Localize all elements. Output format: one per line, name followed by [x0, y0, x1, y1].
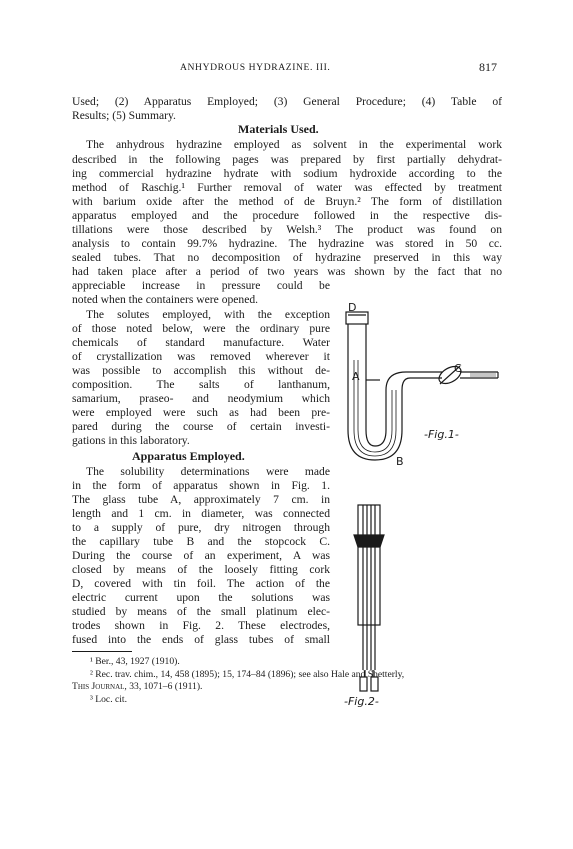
- text-line: samarium, praseo- and neodymium which: [72, 392, 330, 405]
- text-line: During the course of an experiment, A was: [72, 549, 330, 562]
- text-line: appreciable increase in pressure could be: [72, 279, 330, 292]
- text-line: of crystallization was removed wherever it: [72, 350, 330, 363]
- text-line: was possible to accomplish this without de-: [72, 364, 330, 377]
- text-line: the capillary tube B and the stopcock C.: [72, 535, 330, 548]
- text-line: trodes shown in Fig. 2. These electrodes,: [72, 619, 330, 632]
- footnote-2: ² Rec. trav. chim., 14, 458 (1895); 15, 174–84 (1896); see also Hale and Shetterly,: [90, 669, 405, 680]
- text-line: Results; (5) Summary.: [72, 109, 176, 122]
- text-line: studied by means of the small platinum elec-: [72, 605, 330, 618]
- footnote-1: ¹ Ber., 43, 1927 (1910).: [90, 656, 180, 667]
- figure-1-caption: -Fig.1-: [424, 428, 459, 441]
- figure-1-label-b: B: [396, 455, 404, 468]
- section-heading-materials: Materials Used.: [238, 122, 319, 136]
- footnote-2-cont: This Journal, 33, 1071–6 (1911).: [72, 681, 203, 692]
- figure-1-label-a: A: [352, 370, 360, 383]
- text-line: The anhydrous hydrazine employed as solvent in the experimental work: [86, 138, 502, 151]
- footnote-3: ³ Loc. cit.: [90, 694, 127, 705]
- text-line: pared during the course of certain investi-: [72, 420, 330, 433]
- text-line: described in the following pages was prepared by first partially dehydrat-: [72, 153, 502, 166]
- text-line: Used; (2) Apparatus Employed; (3) General Procedure; (4) Table of: [72, 95, 502, 108]
- text-line: method of Raschig.¹ Further removal of water was effected by treatment: [72, 181, 502, 194]
- text-line: had taken place after a period of two years was shown by the fact that no: [72, 265, 502, 278]
- text-line: apparatus employed and the procedure followed in the respective dis-: [72, 209, 502, 222]
- page-number: 817: [479, 60, 497, 74]
- text-line: The solutes employed, with the exception: [86, 308, 330, 321]
- text-line: electric current upon the solutions was: [72, 591, 330, 604]
- figure-1-apparatus: [330, 300, 520, 480]
- text-line: D, covered with tin foil. The action of the: [72, 577, 330, 590]
- figure-2-caption: -Fig.2-: [344, 695, 379, 708]
- text-line: The glass tube A, approximately 7 cm. in: [72, 493, 330, 506]
- text-line: fused into the ends of glass tubes of small: [72, 633, 330, 646]
- text-line: in the form of apparatus shown in Fig. 1.: [72, 479, 330, 492]
- text-line: of those noted below, were the ordinary pure: [72, 322, 330, 335]
- text-line: noted when the containers were opened.: [72, 293, 259, 306]
- text-line: The solubility determinations were made: [86, 465, 330, 478]
- text-line: with barium oxide after the method of de Bruyn.² The form of distillation: [72, 195, 502, 208]
- text-line: to a supply of pure, dry nitrogen through: [72, 521, 330, 534]
- text-line: closed by means of the loosely fitting cork: [72, 563, 330, 576]
- text-line: length and 1 cm. in diameter, was connected: [72, 507, 330, 520]
- text-line: composition. The salts of lanthanum,: [72, 378, 330, 391]
- text-line: chemicals of standard manufacture. Water: [72, 336, 330, 349]
- figure-1-label-c: C: [454, 362, 462, 375]
- text-line: ing commercial hydrazine hydrate with sodium hydroxide according to the: [72, 167, 502, 180]
- text-line: gations in this laboratory.: [72, 434, 190, 447]
- running-title: ANHYDROUS HYDRAZINE. III.: [180, 62, 331, 73]
- footnote-rule: [72, 651, 132, 652]
- text-line: were employed were such as had been pre-: [72, 406, 330, 419]
- text-line: tillations were those described by Welsh.³ The product was found on: [72, 223, 502, 236]
- section-heading-apparatus: Apparatus Employed.: [132, 449, 245, 463]
- text-line: sealed tubes. That no decomposition of hydrazine preserved in this way: [72, 251, 502, 264]
- figure-1-label-d: D: [348, 301, 357, 314]
- text-line: analysis to contain 99.7% hydrazine. The hydrazine was stored in 50 cc.: [72, 237, 502, 250]
